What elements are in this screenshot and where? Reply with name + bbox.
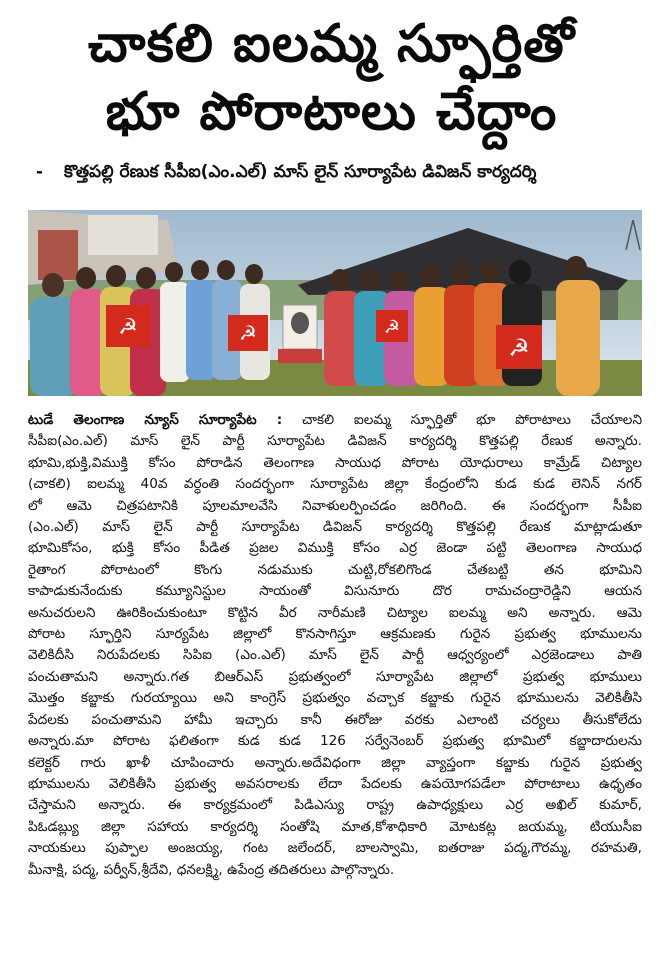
article-line: పేదలకు పంచుతామని హామీ ఇచ్చారు కానీ ఈరోజు వరకు ఎలాంటి చర్యలు తీసుకోలేదు xyxy=(28,711,642,728)
article-line: భూమి,భుక్తి,విముక్తి కోసం పోరాడిన తెలంగాణ సాయుధ పోరాట యోధురాలు కామ్రేడ్ చిట్యాల xyxy=(28,454,642,471)
article-line: నాయకులు పుప్పాల అంజయ్య, గంట జలేందర్, బాలస్వామి, ఐతరాజు పద్మ,గౌరమ్మ, రహమతి, xyxy=(28,840,642,857)
article-line: పిఓడబ్ల్యు జిల్లా సహాయ కార్యదర్శి సంతోషి మాత,కోశాధికారి మోటకట్ల జయమ్మ, టియుసీఐ xyxy=(28,818,642,835)
byline-dash: - xyxy=(36,162,44,182)
article-line: భూములను వెలికితీసి ప్రభుత్వ అవసరాలకు లేదా పేదలకు ఉపయోగపడేలా పోరాటాలు ఉధృతం xyxy=(28,775,642,792)
article-line: (ఎం.ఎల్) మాస్ లైన్ పార్టీ సూర్యాపేట డివిజన్ కార్యదర్శి కొత్తపల్లి రేణుక మాట్లాడుతూ xyxy=(28,519,642,536)
byline-text: కొత్తపల్లి రేణుక సీపీఐ(ఎం.ఎల్) మాస్ లైన్ సూర్యాపేట డివిజన్ కార్యదర్శి xyxy=(64,162,537,182)
article-line: కలెక్టర్ గారు ఖాళీ చూపించారు అన్నారు.అదేవిధంగా జిల్లా వ్యాప్తంగా కబ్జాకు గురైన ప్రభుత్వ xyxy=(28,754,642,771)
svg-text:☭: ☭ xyxy=(239,321,257,345)
article-line: లో ఆమె చిత్రపటానికి పూలమాలవేసి నివాళులర్పించడం జరిగింది. ఈ సందర్భంగా సీపీఐ xyxy=(28,497,642,514)
article-line: రైతాంగ పోరాటంలో కొంగు నడుముకు చుట్టి,రోకలిగొండ చేతబట్టి తన భూమిని xyxy=(28,561,642,578)
article-body xyxy=(28,410,642,955)
svg-text:☭: ☭ xyxy=(508,334,530,362)
article-line: కాపాడుకునేందుకు కమ్యూనిస్టుల సాయంతో విసునూరు దొర రామచంద్రారెడ్డిని ఆయన xyxy=(28,583,642,600)
article-line: టుడే తెలంగాణ న్యూస్ సూర్యాపేట : చాకలి ఐలమ్మ స్ఫూర్తితో భూ పోరాటాలు చేయాలని xyxy=(28,412,642,428)
article-line: అనుచరులని ఊరికించుకుంటూ కొట్టిన వీర నారీమణి చిట్యాల ఐలమ్మ అని అన్నారు. ఆమె xyxy=(28,604,642,621)
headline-line-2: భూ పోరాటాలు చేద్దాం xyxy=(105,82,558,142)
article-line: పోరాట స్ఫూర్తిని సూర్యపేట జిల్లాలో కొనసాగిస్తూ ఆక్రమణకు గురైన ప్రభుత్వ భూములను xyxy=(28,626,642,643)
photo-illustration xyxy=(28,210,642,396)
article-line: సీపీఐ(ఎం.ఎల్) మాస్ లైన్ పార్టీ సూర్యాపేట డివిజన్ కార్యదర్శి కొత్తపల్లి రేణుక అన్నారు. xyxy=(28,433,642,450)
article-line: అన్నారు.మా పోరాట ఫలితంగా కుడ కుడ 126 సర్వేనెంబర్ ప్రభుత్వ భూమిలో కబ్జాదారులను xyxy=(28,733,642,750)
article-line: (చాకలి) ఐలమ్మ 40వ వర్ధంతి సందర్భంగా సూర్యాపేట జిల్లా కేంద్రంలోని కుడ కుడ లెనిన్ నగర్ xyxy=(28,476,642,493)
article-line: పంచుతామని అన్నారు.గత బిఆర్ఎస్ ప్రభుత్వంలో సూర్యాపేట జిల్లాలో ప్రభుత్వ భూములు xyxy=(28,668,642,685)
article-line: మొత్తం కబ్జాకు గురయ్యాయి అని కాంగ్రెస్ ప్రభుత్వం వచ్చాక కబ్జాకు గురైన భూములను వెలికితీసి xyxy=(28,690,642,707)
article-line: భూమికోసం, భుక్తి కోసం పీడిత ప్రజల విముక్తి కోసం ఎర్ర జెండా పట్టి తెలంగాణ సాయుధ xyxy=(28,540,642,557)
red-flag-banner-1 xyxy=(106,305,150,347)
article-line: వెలికిదీసి నిరుపేదలకు సిపిఐ (ఎం.ఎల్) మాస్ లైన్ పార్టీ ఆధ్వర్యంలో ఎర్రజెండాలు పాతి xyxy=(28,647,642,664)
article-line: మీనాక్షి, పద్మ, పర్వీన్,శ్రీదేవి, ధనలక్ష్మి, ఉపేంద్ర తదితరులు పాల్గొన్నారు. xyxy=(28,861,395,878)
article-line: చేస్తామని అన్నారు. ఈ కార్యక్రమంలో పిడిఎస్యు రాష్ట్ర ఉపాధ్యక్షులు ఎర్ర అఖిల్ కుమార్, xyxy=(28,797,642,814)
svg-text:☭: ☭ xyxy=(118,315,138,340)
news-photo xyxy=(28,210,642,396)
article-dateline: టుడే తెలంగాణ న్యూస్ సూర్యాపేట : xyxy=(28,412,283,428)
headline-line-1: చాకలి ఐలమ్మ స్ఫూర్తితో xyxy=(87,14,576,74)
svg-text:☭: ☭ xyxy=(383,317,401,338)
byline xyxy=(36,162,646,186)
